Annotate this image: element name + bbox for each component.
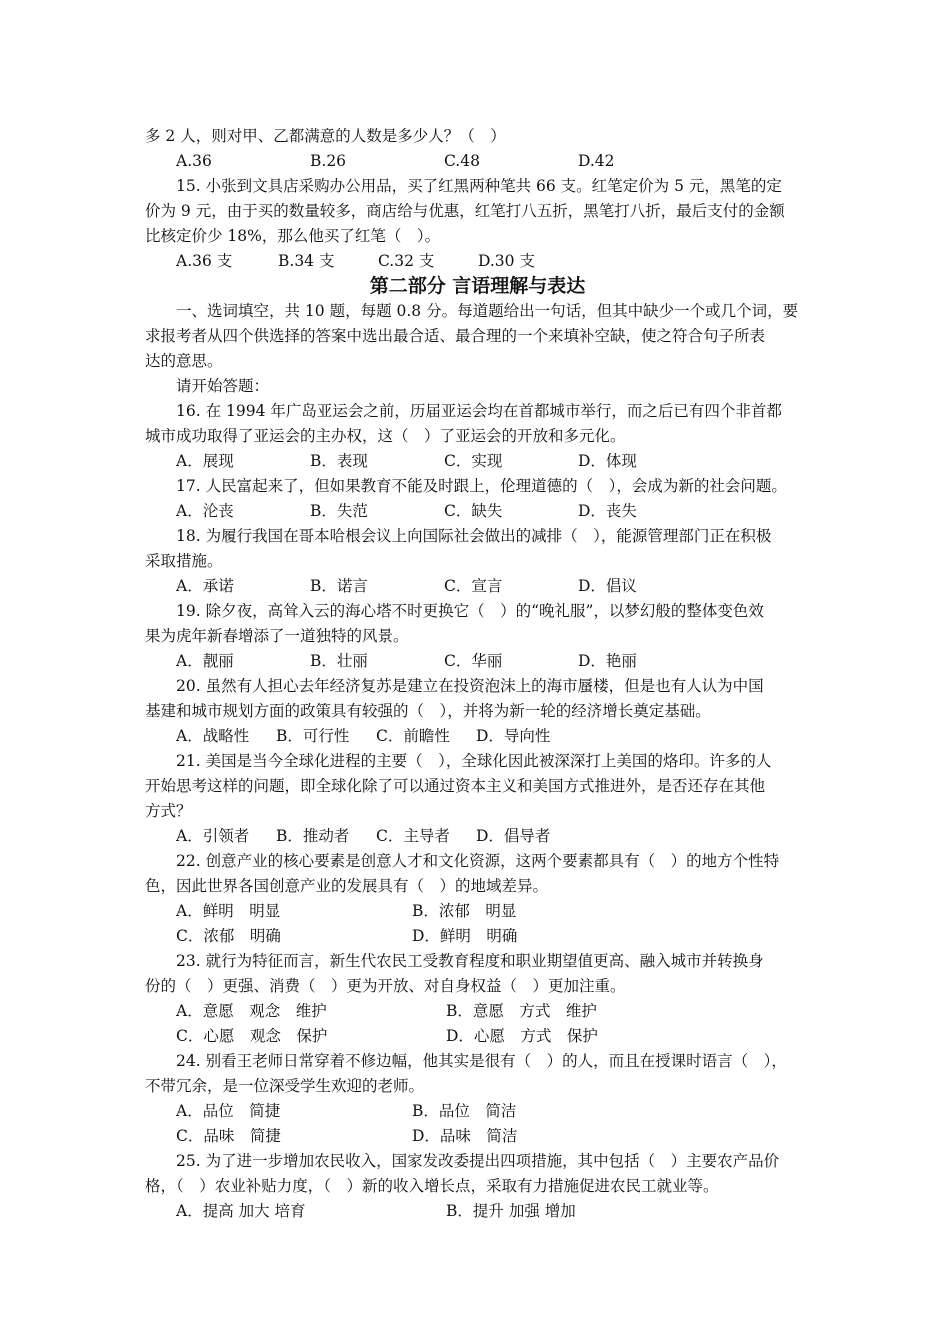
option: A．靓丽 — [176, 652, 234, 670]
start-prompt: 请开始答题： — [176, 377, 270, 395]
option: D.30 支 — [478, 252, 535, 270]
option: D.42 — [578, 152, 615, 170]
option: C．实现 — [444, 452, 503, 470]
q15-text-line: 比核定价少 18%，那么他买了红笔（ ）。 — [145, 227, 441, 245]
option: A．承诺 — [176, 577, 234, 595]
option: D．心愿 方式 保护 — [446, 1027, 598, 1045]
option: A．意愿 观念 维护 — [176, 1002, 327, 1020]
question-line: 17. 人民富起来了，但如果教育不能及时跟上，伦理道德的（ ），会成为新的社会问题。 — [176, 477, 787, 495]
option: A．品位 简捷 — [176, 1102, 281, 1120]
intro-line: 一、选词填空，共 10 题，每题 0.8 分。每道题给出一句话，但其中缺少一个或几个词，要 — [176, 302, 799, 320]
option: B.34 支 — [278, 252, 335, 270]
option: A．提高 加大 培育 — [176, 1202, 306, 1220]
question-line: 22. 创意产业的核心要素是创意人才和文化资源，这两个要素都具有（ ）的地方个性特 — [176, 852, 780, 870]
q15-text-line: 15. 小张到文具店采购办公用品，买了红黑两种笔共 66 支。红笔定价为 5 元，黑笔的定 — [176, 177, 782, 195]
option: B．壮丽 — [310, 652, 368, 670]
option: B．可行性 — [276, 727, 350, 745]
intro-line: 达的意思。 — [145, 352, 223, 370]
option: A．展现 — [176, 452, 234, 470]
option: D．艳丽 — [578, 652, 637, 670]
option: A.36 支 — [176, 252, 233, 270]
option: B.26 — [310, 152, 347, 170]
option: C．前瞻性 — [376, 727, 450, 745]
option: B．提升 加强 增加 — [446, 1202, 576, 1220]
option: D．导向性 — [476, 727, 551, 745]
option: A．鲜明 明显 — [176, 902, 281, 920]
option: C．品味 简捷 — [176, 1127, 281, 1145]
question-line: 份的（ ）更强、消费（ ）更为开放、对自身权益（ ）更加注重。 — [145, 977, 626, 995]
option: A.36 — [176, 152, 212, 170]
option: B．诺言 — [310, 577, 368, 595]
question-line: 格，（ ）农业补贴力度，（ ）新的收入增长点，采取有力措施促进农民工就业等。 — [145, 1177, 719, 1195]
option: B．表现 — [310, 452, 368, 470]
option: C．主导者 — [376, 827, 450, 845]
option: D．鲜明 明确 — [412, 927, 518, 945]
q14-text-line: 多 2 人，则对甲、乙都满意的人数是多少人？（ ） — [145, 127, 506, 145]
section-title: 第二部分 言语理解与表达 — [369, 275, 586, 297]
option: B．推动者 — [276, 827, 350, 845]
question-line: 开始思考这样的问题，即全球化除了可以通过资本主义和美国方式推进外，是否还存在其他 — [145, 777, 766, 795]
option: C．浓郁 明确 — [176, 927, 281, 945]
question-line: 20. 虽然有人担心去年经济复苏是建立在投资泡沫上的海市蜃楼，但是也有人认为中国 — [176, 677, 764, 695]
question-line: 24. 别看王老师日常穿着不修边幅，他其实是很有（ ）的人，而且在授课时语言（ ）， — [176, 1052, 787, 1070]
option: B．品位 简洁 — [412, 1102, 517, 1120]
option: C.32 支 — [378, 252, 435, 270]
option: D．倡议 — [578, 577, 637, 595]
option: C．宣言 — [444, 577, 503, 595]
question-line: 16. 在 1994 年广岛亚运会之前，历届亚运会均在首都城市举行，而之后已有四个非首都 — [176, 402, 782, 420]
option: C．华丽 — [444, 652, 503, 670]
question-line: 18. 为履行我国在哥本哈根会议上向国际社会做出的减排（ ），能源管理部门正在积极 — [176, 527, 772, 545]
option: D．倡导者 — [476, 827, 551, 845]
option: C．心愿 观念 保护 — [176, 1027, 328, 1045]
question-line: 果为虎年新春增添了一道独特的风景。 — [145, 627, 409, 645]
option: D．丧失 — [578, 502, 637, 520]
question-line: 不带冗余，是一位深受学生欢迎的老师。 — [145, 1077, 425, 1095]
option: C.48 — [444, 152, 480, 170]
q15-text-line: 价为 9 元，由于买的数量较多，商店给与优惠，红笔打八五折，黑笔打八折，最后支付的金额 — [145, 202, 785, 220]
option: B．浓郁 明显 — [412, 902, 517, 920]
option: C．缺失 — [444, 502, 503, 520]
option: D．品味 简洁 — [412, 1127, 518, 1145]
question-line: 21. 美国是当今全球化进程的主要（ ），全球化因此被深深打上美国的烙印。许多的人 — [176, 752, 772, 770]
question-line: 23. 就行为特征而言，新生代农民工受教育程度和职业期望值更高、融入城市并转换身 — [176, 952, 764, 970]
question-line: 基建和城市规划方面的政策具有较强的（ ），并将为新一轮的经济增长奠定基础。 — [145, 702, 711, 720]
option: B．意愿 方式 维护 — [446, 1002, 597, 1020]
question-line: 色，因此世界各国创意产业的发展具有（ ）的地域差异。 — [145, 877, 549, 895]
option: A．沦丧 — [176, 502, 234, 520]
option: B．失范 — [310, 502, 368, 520]
question-line: 方式？ — [145, 802, 192, 820]
question-line: 19. 除夕夜，高耸入云的海心塔不时更换它（ ）的“晚礼服”，以梦幻般的整体变色效 — [176, 602, 764, 620]
option: A．战略性 — [176, 727, 250, 745]
option: D．体现 — [578, 452, 637, 470]
option: A．引领者 — [176, 827, 250, 845]
question-line: 25. 为了进一步增加农民收入，国家发改委提出四项措施，其中包括（ ）主要农产品价 — [176, 1152, 780, 1170]
question-line: 采取措施。 — [145, 552, 223, 570]
question-line: 城市成功取得了亚运会的主办权，这（ ）了亚运会的开放和多元化。 — [145, 427, 626, 445]
intro-line: 求报考者从四个供选择的答案中选出最合适、最合理的一个来填补空缺，使之符合句子所表 — [145, 327, 766, 345]
